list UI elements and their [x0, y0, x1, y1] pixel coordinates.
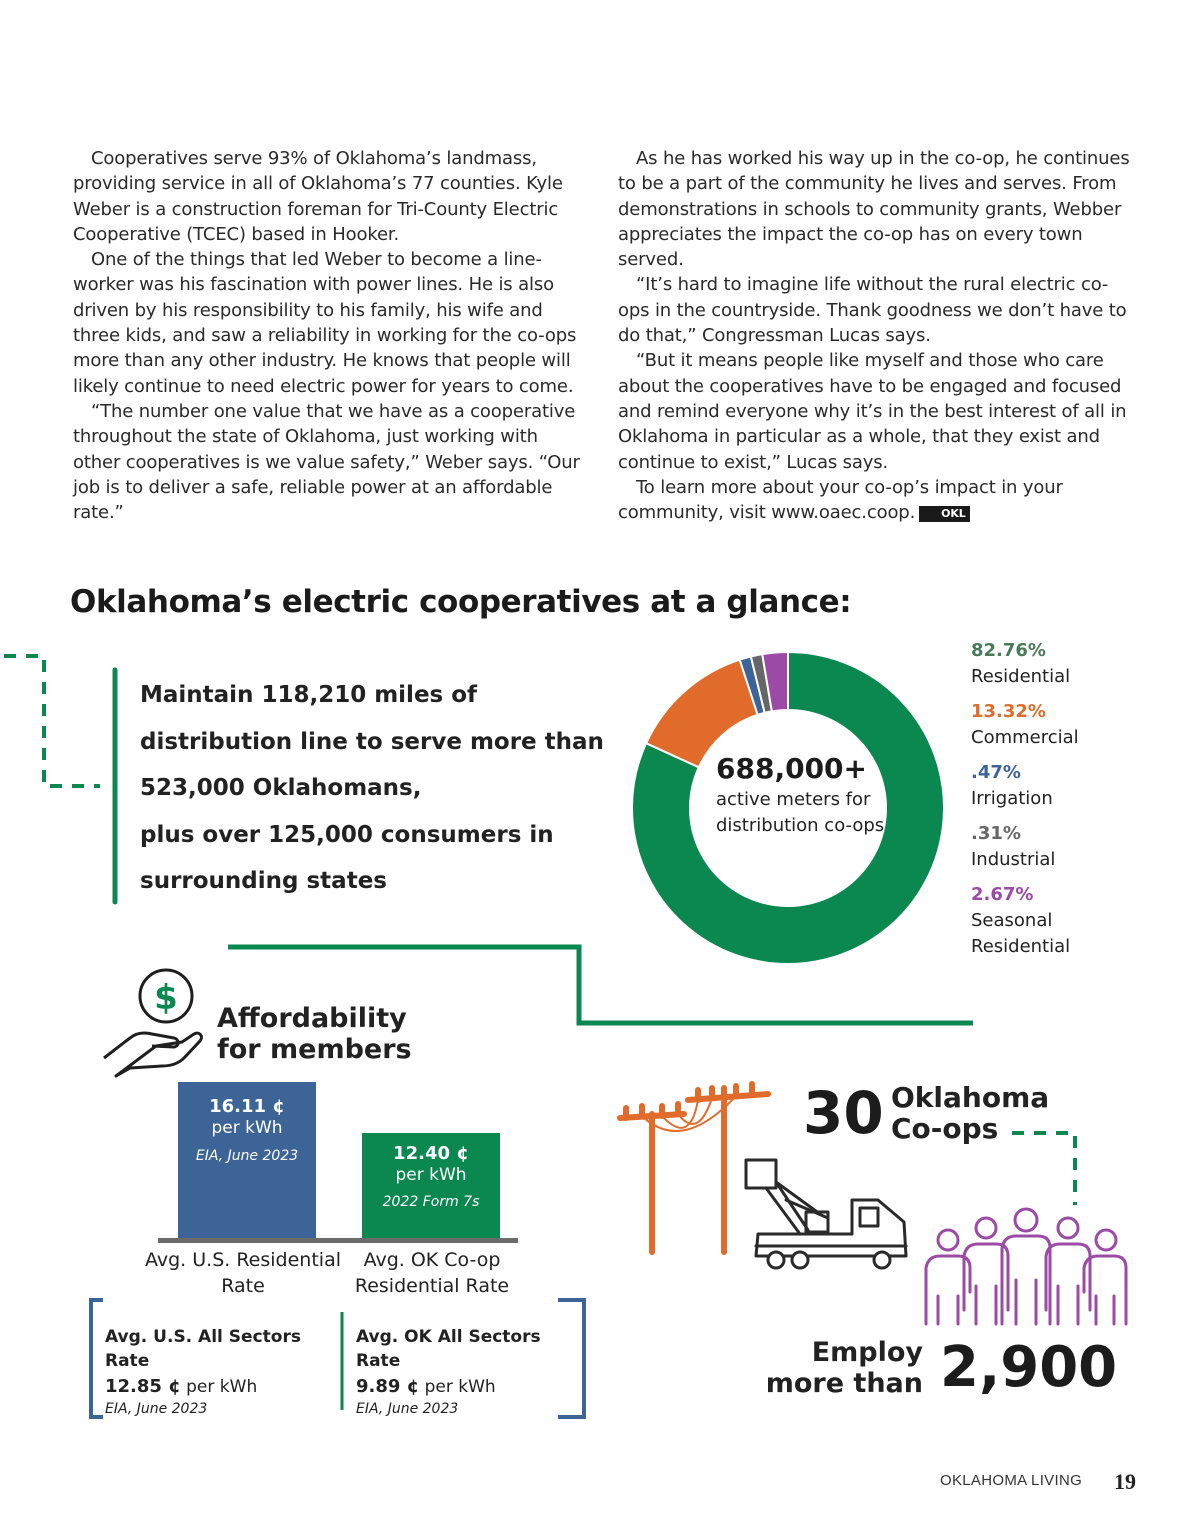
employ-line: Employ — [811, 1337, 923, 1368]
sector-ok — [356, 1325, 578, 1417]
miles-statement — [140, 672, 610, 905]
sector-rate — [105, 1373, 337, 1401]
bar-baseline — [158, 1238, 518, 1243]
legend-item-industrial — [971, 821, 1171, 873]
employ-number: 2,900 — [940, 1335, 1118, 1400]
legend-label: Industrial — [971, 849, 1056, 870]
article-paragraph: “But it means people like myself and those who care about the cooperatives have to be engaged and focused and remind everyone why it’s in the best interest of all in Oklahoma in particular as a whole, that they exist and continue to exist,” Lucas says. — [618, 350, 1127, 473]
affordability-title: Affordability for members — [217, 1003, 412, 1065]
bracket-left-blue — [91, 1300, 103, 1417]
coops-label-line: Co-ops — [891, 1112, 999, 1145]
sector-us — [105, 1325, 337, 1417]
bar-us-residential — [178, 1082, 316, 1238]
sector-title: Avg. OK All Sectors Rate — [356, 1327, 541, 1371]
legend-item-seasonal-residential — [971, 882, 1171, 960]
miles-line: plus over 125,000 consumers in — [140, 821, 554, 848]
dashed-bracket-left — [4, 656, 100, 786]
sector-source: EIA, June 2023 — [356, 1401, 459, 1417]
closing-text: To learn more about your co-op’s impact in your community, visit www.oaec.coop. — [618, 476, 1063, 524]
miles-line: 523,000 Oklahomans, — [140, 775, 422, 801]
bucket-truck-icon — [742, 1152, 912, 1276]
legend-label: Irrigation — [971, 788, 1053, 809]
legend-percent: 2.67% — [971, 884, 1034, 905]
meters-label: active meters for distribution co-ops — [716, 789, 885, 836]
legend-label: Residential — [971, 666, 1071, 687]
svg-text:$: $ — [154, 978, 178, 1018]
sector-unit: per kWh — [186, 1377, 258, 1397]
people-group-icon — [918, 1206, 1134, 1330]
dollar-hand-icon — [100, 966, 204, 1078]
miles-line: Maintain 118,210 miles of — [140, 682, 478, 708]
donut-legend — [971, 638, 1171, 969]
article-paragraph: “It’s hard to imagine life without the rural electric co-ops in the countryside. Thank goodness we don’t have to do that,” Congressman Lucas says. — [618, 274, 1127, 347]
legend-item-commercial — [971, 699, 1171, 751]
bar-ok-residential — [362, 1133, 500, 1238]
coops-number: 30 — [803, 1079, 884, 1147]
article-paragraph: “The number one value that we have as a cooperative throughout the state of Oklahoma, just working with other cooperatives is we value safety,” Weber says. “Our job is to deliver a safe, reliable power at an affordable rate.” — [73, 400, 580, 524]
sector-source: EIA, June 2023 — [105, 1401, 208, 1417]
page-number: 19 — [1114, 1469, 1136, 1494]
legend-percent: 13.32% — [971, 701, 1046, 722]
bar-source: 2022 Form 7s — [382, 1194, 480, 1210]
sector-title: Avg. U.S. All Sectors Rate — [105, 1327, 301, 1371]
article-paragraph: Cooperatives serve 93% of Oklahoma’s landmass, providing service in all of Oklahoma’s 77 counties. Kyle Weber is a construction foreman for Tri-County Electric Cooperative (TCEC) based in Hooker. — [73, 148, 563, 245]
legend-item-residential — [971, 638, 1171, 690]
end-mark: OKL — [919, 506, 969, 522]
bar-value: 12.40 ¢ — [393, 1143, 469, 1164]
sector-value: 12.85 ¢ — [105, 1376, 181, 1397]
legend-label: Seasonal Residential — [971, 910, 1071, 957]
coops-label-line: Oklahoma — [891, 1081, 1050, 1114]
donut-center-label — [716, 752, 886, 839]
bar-value: 16.11 ¢ — [209, 1096, 285, 1117]
bar-unit: per kWh — [211, 1118, 283, 1138]
miles-line: distribution line to serve more than — [140, 728, 604, 755]
bar-source: EIA, June 2023 — [195, 1148, 299, 1164]
meters-value: 688,000+ — [716, 752, 867, 785]
article-paragraph: One of the things that led Weber to become a line-worker was his fascination with power lines. He is also driven by his responsibility to his family, his wife and three kids, and saw a reliability in working for the co-ops more than any other industry. He knows that people will likely continue to need electric power for years to come. — [73, 249, 577, 397]
employ-line: more than — [765, 1368, 923, 1399]
bar-label-ok: Avg. OK Co-op Residential Rate — [354, 1249, 510, 1297]
sector-value: 9.89 ¢ — [356, 1376, 420, 1397]
legend-percent: .31% — [971, 823, 1021, 844]
legend-item-irrigation — [971, 760, 1171, 812]
publication-name: OKLAHOMA LIVING — [940, 1472, 1083, 1489]
bar-unit: per kWh — [395, 1165, 467, 1185]
coops-label — [891, 1082, 1049, 1144]
legend-percent: 82.76% — [971, 640, 1046, 661]
legend-percent: .47% — [971, 762, 1021, 783]
employ-label — [740, 1337, 923, 1399]
miles-line: surrounding states — [140, 868, 387, 894]
article-paragraph: As he has worked his way up in the co-op, he continues to be a part of the community he lives and serves. From demonstrations in schools to community grants, Webber appreciates the impact the co-op has on every town served. — [618, 148, 1130, 271]
sector-unit: per kWh — [424, 1377, 496, 1397]
legend-label: Commercial — [971, 727, 1079, 748]
bar-label-us: Avg. U.S. Residential Rate — [144, 1249, 341, 1297]
infographic-title: Oklahoma’s electric cooperatives at a glance: — [70, 584, 852, 620]
sector-rate — [356, 1373, 578, 1401]
